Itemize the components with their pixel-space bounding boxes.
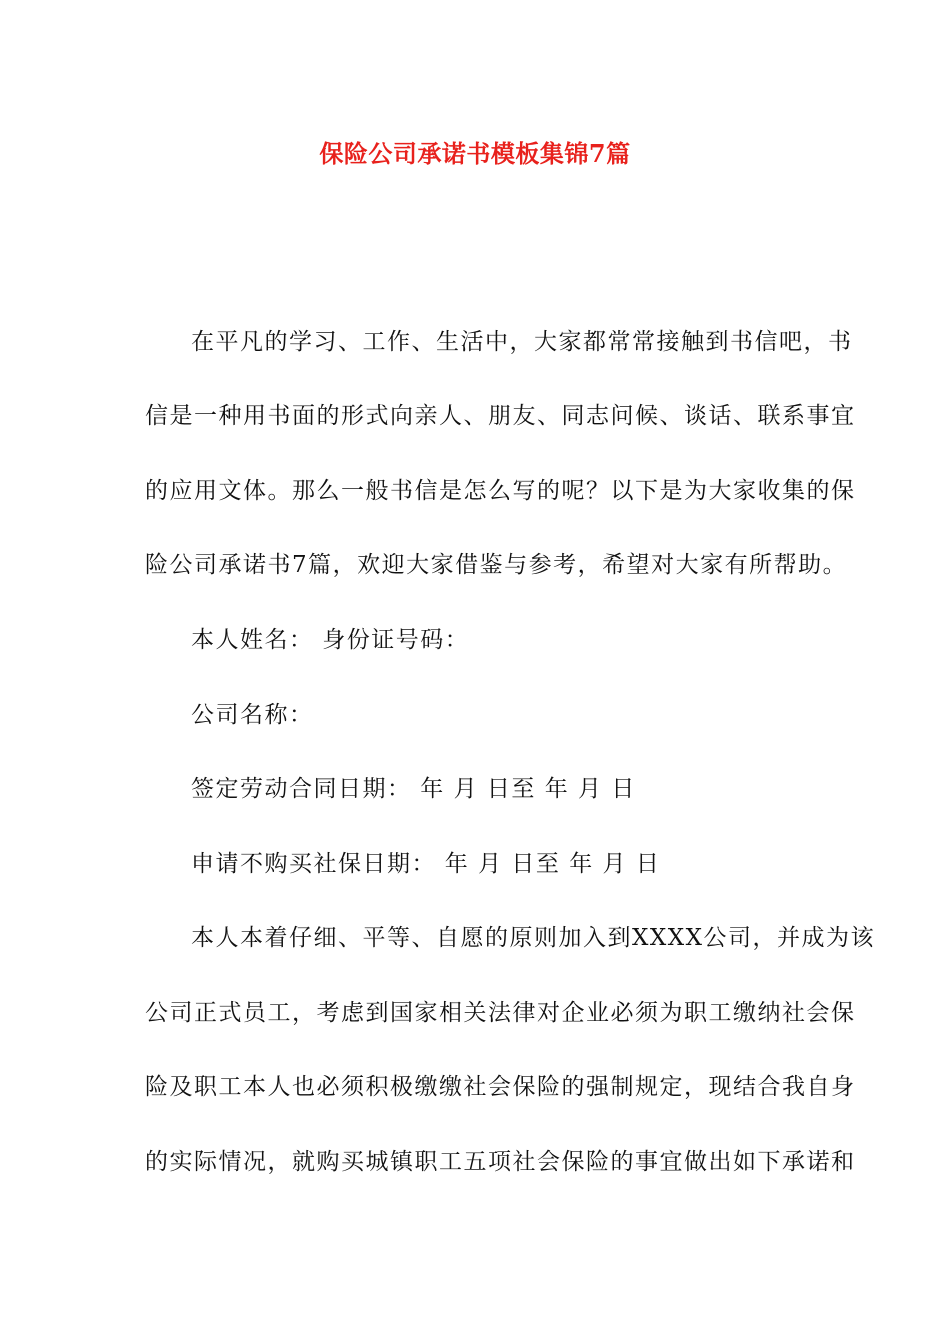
form-field-company: 公司名称： — [191, 702, 314, 728]
form-field-name-id: 本人姓名： 身份证号码： — [191, 627, 470, 653]
paragraph-line: 信是一种用书面的形式向亲人、朋友、同志问候、谈话、联系事宜 — [145, 403, 856, 429]
paragraph-line: 险公司承诺书7篇，欢迎大家借鉴与参考，希望对大家有所帮助。 — [145, 552, 848, 578]
paragraph-line: 在平凡的学习、工作、生活中，大家都常常接触到书信吧，书 — [191, 329, 853, 355]
paragraph-line: 险及职工本人也必须积极缴缴社会保险的强制规定，现结合我自身 — [145, 1074, 856, 1100]
paragraph-line: 的实际情况，就购买城镇职工五项社会保险的事宜做出如下承诺和 — [145, 1149, 856, 1175]
paragraph-line: 公司正式员工，考虑到国家相关法律对企业必须为职工缴纳社会保 — [145, 1000, 856, 1026]
form-field-contract-date: 签定劳动合同日期： 年 月 日至 年 月 日 — [191, 776, 636, 802]
form-field-no-insurance-date: 申请不购买社保日期： 年 月 日至 年 月 日 — [191, 851, 661, 877]
paragraph-line: 的应用文体。那么一般书信是怎么写的呢？以下是为大家收集的保 — [145, 478, 856, 504]
paragraph-line: 本人本着仔细、平等、自愿的原则加入到XXXX公司，并成为该 — [191, 925, 875, 951]
document-title: 保险公司承诺书模板集锦7篇 — [319, 139, 631, 168]
